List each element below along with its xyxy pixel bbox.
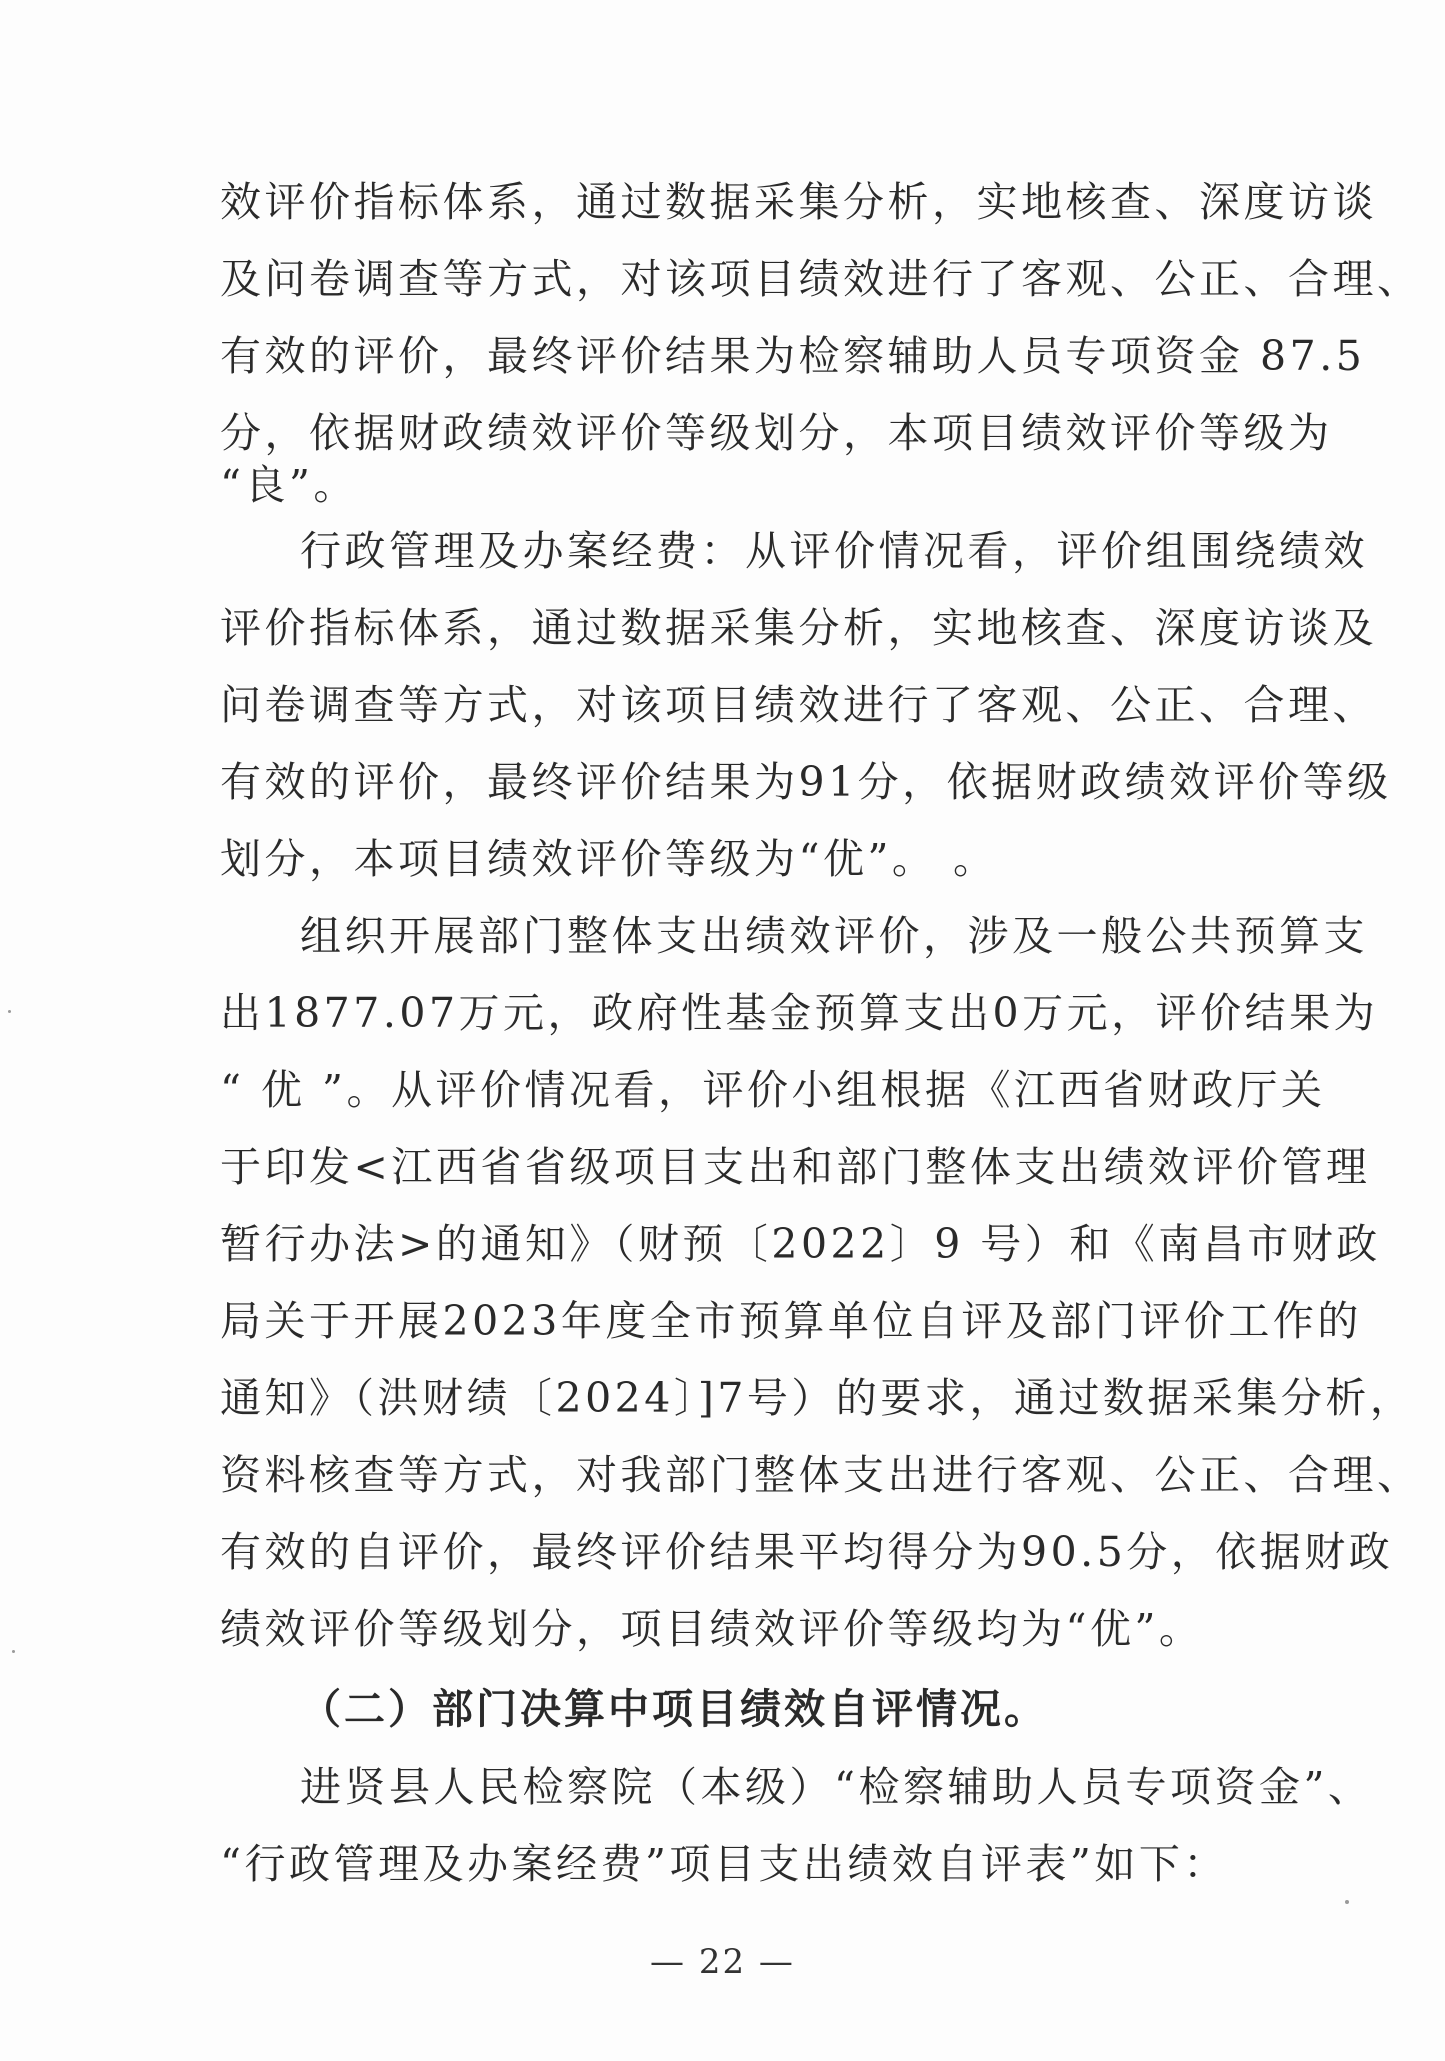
section-heading: （二）部门决算中项目绩效自评情况。: [300, 1685, 1048, 1733]
body-line-16: 局关于开展2023年度全市预算单位自评及部门评价工作的: [220, 1297, 1362, 1345]
body-line-1: 效评价指标体系，通过数据采集分析，实地核查、深度访谈: [220, 178, 1377, 226]
body-line-13: “ 优 ”。从评价情况看，评价小组根据《江西省财政厅关: [220, 1066, 1326, 1114]
body-line-19: 有效的自评价，最终评价结果平均得分为90.5分，依据财政: [220, 1528, 1394, 1576]
paragraph-self-evaluation-first-line: 进贤县人民检察院（本级）“检察辅助人员专项资金”、: [300, 1763, 1373, 1811]
page-number: — 22 —: [650, 1942, 795, 1982]
body-line-5: “良”。: [220, 461, 358, 509]
scan-speck: [12, 1650, 15, 1653]
body-line-14: 于印发<江西省省级项目支出和部门整体支出绩效评价管理: [220, 1143, 1371, 1191]
body-line-7: 评价指标体系，通过数据采集分析，实地核查、深度访谈及: [220, 604, 1377, 652]
body-line-15: 暂行办法>的通知》（财预〔2022〕9 号）和《南昌市财政: [220, 1220, 1381, 1268]
body-line-18: 资料核查等方式，对我部门整体支出进行客观、公正、合理、: [220, 1451, 1422, 1499]
paragraph-overall-evaluation-first-line: 组织开展部门整体支出绩效评价，涉及一般公共预算支: [300, 912, 1368, 960]
body-line-20: 绩效评价等级划分，项目绩效评价等级均为“优”。: [220, 1605, 1204, 1653]
body-line-10: 划分，本项目绩效评价等级为“优”。 。: [220, 835, 998, 883]
body-line-9: 有效的评价，最终评价结果为91分，依据财政绩效评价等级: [220, 758, 1392, 806]
body-line-23: “行政管理及办案经费”项目支出绩效自评表”如下：: [220, 1840, 1228, 1888]
body-line-3: 有效的评价，最终评价结果为检察辅助人员专项资金 87.5: [220, 332, 1366, 380]
paragraph-admin-expenses-first-line: 行政管理及办案经费：从评价情况看，评价组围绕绩效: [300, 527, 1368, 575]
body-line-4: 分，依据财政绩效评价等级划分，本项目绩效评价等级为: [220, 409, 1333, 457]
body-line-12: 出1877.07万元，政府性基金预算支出0万元，评价结果为: [220, 989, 1379, 1037]
body-line-8: 问卷调查等方式，对该项目绩效进行了客观、公正、合理、: [220, 681, 1377, 729]
body-line-2: 及问卷调查等方式，对该项目绩效进行了客观、公正、合理、: [220, 255, 1422, 303]
scan-speck: [8, 1010, 11, 1013]
body-line-17: 通知》（洪财绩〔2024〕]7号）的要求，通过数据采集分析，: [220, 1374, 1415, 1422]
scan-speck: [1345, 1900, 1349, 1904]
